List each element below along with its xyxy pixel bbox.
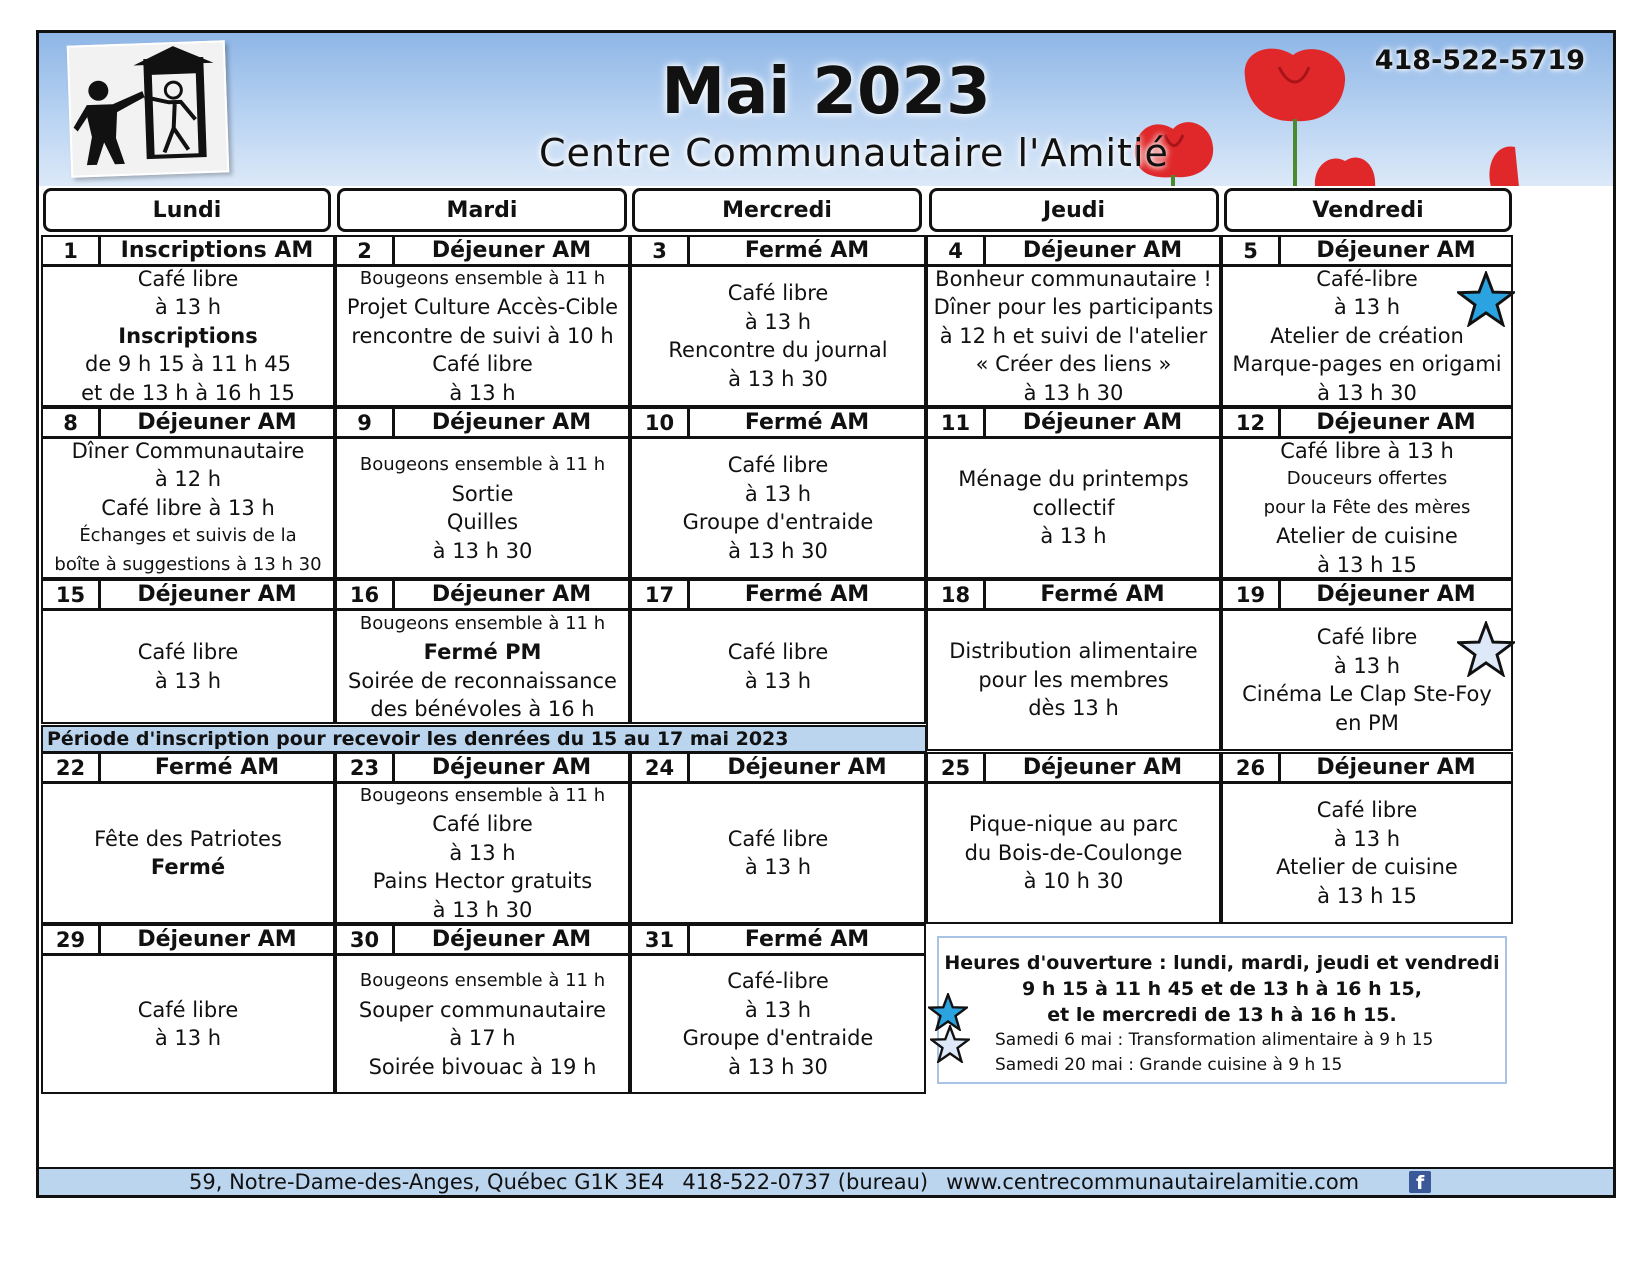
day-cell-header xyxy=(1223,581,1511,611)
activity-line: Café-libre xyxy=(1316,266,1418,291)
activity-line: Café libre xyxy=(137,266,239,291)
activity-line: Projet Culture Accès-Cible xyxy=(346,295,619,320)
morning-status: Inscriptions AM xyxy=(120,238,314,263)
opening-hours-box xyxy=(937,936,1507,1084)
registration-period-banner: Période d'inscription pour recevoir les denrées du 15 au 17 mai 2023 xyxy=(41,725,927,753)
day-activities xyxy=(43,267,333,405)
activity-line: à 10 h 30 xyxy=(1023,869,1124,894)
day-cell-16 xyxy=(335,579,630,724)
activity-line: à 13 h xyxy=(154,1026,222,1050)
opening-hours-line: 9 h 15 à 11 h 45 et de 13 h à 16 h 15, xyxy=(1022,978,1422,1000)
day-activities xyxy=(43,784,333,922)
activity-line: « Créer des liens » xyxy=(975,352,1172,377)
day-cell-30 xyxy=(335,924,630,1094)
day-number: 18 xyxy=(928,581,986,608)
footer-website-link[interactable]: www.centrecommunautairelamitie.com xyxy=(946,1170,1360,1194)
activity-line: à 13 h 15 xyxy=(1317,552,1417,577)
activity-line: Café libre xyxy=(432,812,533,837)
day-number: 17 xyxy=(632,581,690,608)
activity-line: Marque-pages en origami xyxy=(1232,352,1502,377)
activity-line: dès 13 h xyxy=(1028,696,1119,721)
activity-line: à 13 h xyxy=(1333,826,1401,851)
morning-status: Fermé AM xyxy=(744,582,870,607)
footer-address: 59, Notre-Dame-des-Anges, Québec G1K 3E4 xyxy=(189,1170,665,1194)
activity-line: rencontre de suivi à 10 h xyxy=(351,323,614,348)
day-cell-header xyxy=(43,237,333,267)
day-activities xyxy=(928,784,1219,922)
day-activities xyxy=(632,267,924,405)
activity-line: collectif xyxy=(1032,495,1115,520)
day-cell-header xyxy=(928,754,1219,784)
opening-hours-line: et le mercredi de 13 h à 16 h 15. xyxy=(1047,1004,1397,1026)
day-activities xyxy=(928,439,1219,577)
activity-line: et de 13 h à 16 h 15 xyxy=(81,380,295,405)
activity-line: Soirée de reconnaissance xyxy=(348,668,617,693)
morning-status: Fermé AM xyxy=(154,755,280,780)
activity-line: Café-libre xyxy=(727,969,829,993)
day-cell-header xyxy=(337,409,628,439)
activity-line: à 13 h 30 xyxy=(1317,380,1417,405)
day-cell-header xyxy=(632,754,924,784)
day-cell-header xyxy=(632,581,924,611)
activity-line: Soirée bivouac à 19 h xyxy=(368,1054,597,1079)
footer-contact-bar xyxy=(39,1167,1613,1195)
activity-line: Atelier de cuisine xyxy=(1276,524,1458,549)
activity-line: Pique-nique au parc xyxy=(968,812,1179,837)
activity-line: Souper communautaire xyxy=(358,997,607,1022)
activity-line: à 13 h xyxy=(154,668,222,693)
day-activities xyxy=(43,611,333,722)
activity-line: Ménage du printemps xyxy=(958,467,1189,492)
activity-line: pour les membres xyxy=(978,667,1169,692)
activity-line: Échanges et suivis de la xyxy=(79,525,297,547)
day-cell-24 xyxy=(630,752,926,924)
day-number: 12 xyxy=(1223,409,1281,436)
day-activities xyxy=(632,439,924,577)
activity-line: des bénévoles à 16 h xyxy=(370,697,595,721)
header-phone: 418-522-5719 xyxy=(1374,45,1585,76)
activity-line: Atelier de cuisine xyxy=(1276,855,1458,879)
day-cell-26 xyxy=(1221,752,1513,924)
day-activities xyxy=(337,611,628,722)
facebook-icon[interactable]: f xyxy=(1409,1171,1431,1193)
day-activities xyxy=(928,611,1219,749)
activity-line: Bougeons ensemble à 11 h xyxy=(359,784,606,806)
day-cell-18 xyxy=(926,579,1221,751)
day-cell-header xyxy=(928,237,1219,267)
day-cell-29 xyxy=(41,924,335,1094)
morning-status: Fermé AM xyxy=(1040,582,1165,607)
activity-line: Pains Hector gratuits xyxy=(372,869,593,894)
activity-line: Bougeons ensemble à 11 h xyxy=(359,267,606,289)
morning-status: Déjeuner AM xyxy=(1316,410,1476,435)
morning-status: Déjeuner AM xyxy=(727,755,887,780)
activity-line: à 13 h xyxy=(744,668,812,693)
activity-line: à 13 h xyxy=(744,997,812,1022)
activity-line: à 13 h xyxy=(449,380,516,405)
activity-line: Atelier de création xyxy=(1270,323,1464,348)
day-cell-header xyxy=(632,409,924,439)
weekday-friday: Vendredi xyxy=(1224,188,1512,232)
day-cell-header xyxy=(337,926,628,956)
activity-line: à 13 h xyxy=(744,481,812,506)
day-cell-2 xyxy=(335,235,630,407)
activity-line: Dîner Communautaire xyxy=(71,438,305,463)
activity-line: Groupe d'entraide xyxy=(682,510,874,534)
activity-line: pour la Fête des mères xyxy=(1263,496,1471,518)
activity-line: à 13 h 30 xyxy=(1023,380,1124,405)
weekday-header-row xyxy=(39,188,1613,234)
weekday-thursday: Jeudi xyxy=(929,188,1219,232)
day-number: 29 xyxy=(43,926,101,953)
morning-status: Déjeuner AM xyxy=(1316,582,1476,607)
activity-line: Café libre xyxy=(137,640,239,664)
activity-line: Bougeons ensemble à 11 h xyxy=(359,612,606,634)
day-cell-23 xyxy=(335,752,630,924)
weekday-tuesday: Mardi xyxy=(337,188,627,232)
calendar-title: Mai 2023 xyxy=(661,55,991,129)
day-cell-header xyxy=(928,581,1219,611)
day-cell-header xyxy=(337,581,628,611)
activity-line: Fermé xyxy=(150,855,226,879)
activity-line: à 13 h 30 xyxy=(432,538,533,563)
activity-line: Douceurs offertes xyxy=(1286,468,1448,490)
activity-line: à 13 h 30 xyxy=(728,366,828,391)
tulip-decoration xyxy=(1485,139,1519,186)
activity-line: à 17 h xyxy=(449,1026,516,1050)
day-cell-1 xyxy=(41,235,335,407)
activity-line: Cinéma Le Clap Ste-Foy xyxy=(1242,682,1492,706)
activity-line: Café libre xyxy=(1316,625,1418,649)
day-cell-17 xyxy=(630,579,926,724)
blue-star-icon xyxy=(1457,271,1515,327)
activity-line: à 13 h xyxy=(1333,653,1401,678)
day-number: 10 xyxy=(632,409,690,436)
morning-status: Déjeuner AM xyxy=(431,927,592,952)
activity-line: Café libre xyxy=(727,281,829,305)
day-cell-12 xyxy=(1221,407,1513,579)
activity-line: Café libre xyxy=(727,826,829,851)
day-activities xyxy=(632,611,924,722)
day-number: 15 xyxy=(43,581,101,608)
opening-hours-line: Heures d'ouverture : lundi, mardi, jeudi et vendredi xyxy=(944,952,1500,974)
activity-line: à 13 h 30 xyxy=(432,897,533,922)
day-activities xyxy=(337,956,628,1092)
morning-status: Déjeuner AM xyxy=(1316,755,1476,780)
weekday-monday: Lundi xyxy=(43,188,331,232)
morning-status: Déjeuner AM xyxy=(1022,410,1183,435)
day-activities xyxy=(337,439,628,577)
day-cell-15 xyxy=(41,579,335,724)
activity-line: Dîner pour les participants xyxy=(933,295,1214,320)
activity-line: Inscriptions xyxy=(118,323,258,348)
morning-status: Déjeuner AM xyxy=(431,582,592,607)
day-number: 1 xyxy=(43,237,101,264)
day-number: 2 xyxy=(337,237,395,264)
day-cell-10 xyxy=(630,407,926,579)
tulip-decoration xyxy=(1309,149,1379,186)
day-cell-25 xyxy=(926,752,1221,924)
day-number: 3 xyxy=(632,237,690,264)
morning-status: Déjeuner AM xyxy=(1022,238,1183,263)
activity-line: Café libre à 13 h xyxy=(101,495,275,520)
activity-line: Café libre xyxy=(432,352,533,377)
footer-office-phone: 418-522-0737 (bureau) xyxy=(682,1170,929,1194)
day-cell-header xyxy=(337,237,628,267)
activity-line: Rencontre du journal xyxy=(668,338,888,362)
activity-line: à 13 h 15 xyxy=(1317,883,1417,908)
day-cell-header xyxy=(632,237,924,267)
activity-line: à 13 h xyxy=(1040,524,1107,549)
day-activities xyxy=(337,267,628,405)
day-number: 11 xyxy=(928,409,986,436)
day-cell-3 xyxy=(630,235,926,407)
day-cell-header xyxy=(337,754,628,784)
activity-line: de 9 h 15 à 11 h 45 xyxy=(85,352,291,377)
day-activities xyxy=(1223,439,1511,577)
day-cell-header xyxy=(928,409,1219,439)
day-cell-8 xyxy=(41,407,335,579)
day-cell-11 xyxy=(926,407,1221,579)
activity-line: à 13 h xyxy=(744,309,812,334)
morning-status: Déjeuner AM xyxy=(137,927,297,952)
activity-line: à 12 h xyxy=(154,467,222,492)
day-cell-9 xyxy=(335,407,630,579)
activity-line: Café libre xyxy=(727,640,829,664)
morning-status: Déjeuner AM xyxy=(431,238,592,263)
day-activities xyxy=(43,439,333,577)
activity-line: du Bois-de-Coulonge xyxy=(964,840,1183,865)
activity-line: Café libre xyxy=(1316,798,1418,822)
day-number: 4 xyxy=(928,237,986,264)
activity-line: Bougeons ensemble à 11 h xyxy=(359,454,606,475)
activity-line: à 13 h xyxy=(449,840,516,865)
weekday-wednesday: Mercredi xyxy=(632,188,922,232)
day-number: 16 xyxy=(337,581,395,608)
day-activities xyxy=(632,784,924,922)
activity-line: Bougeons ensemble à 11 h xyxy=(359,970,606,991)
outline-star-icon xyxy=(930,1025,970,1063)
morning-status: Fermé AM xyxy=(744,238,870,263)
activity-line: Groupe d'entraide xyxy=(682,1026,874,1050)
day-number: 22 xyxy=(43,754,101,781)
day-cell-4 xyxy=(926,235,1221,407)
day-activities xyxy=(632,956,924,1092)
day-activities xyxy=(43,956,333,1092)
day-cell-header xyxy=(1223,237,1511,267)
activity-line: boîte à suggestions à 13 h 30 xyxy=(54,553,322,575)
activity-line: Café libre xyxy=(727,453,829,477)
outline-star-icon xyxy=(1457,621,1515,677)
day-cell-header xyxy=(632,926,924,956)
day-cell-header xyxy=(43,926,333,956)
day-number: 25 xyxy=(928,754,986,781)
activity-line: Bonheur communautaire ! xyxy=(935,266,1212,291)
activity-line: Sortie xyxy=(451,481,514,506)
morning-status: Déjeuner AM xyxy=(431,410,592,435)
activity-line: Café libre xyxy=(137,997,239,1022)
day-activities xyxy=(1223,784,1511,922)
calendar-frame xyxy=(36,30,1616,1198)
special-saturday-line: Samedi 6 mai : Transformation alimentaire à 9 h 15 xyxy=(995,1030,1434,1050)
activity-line: à 13 h xyxy=(744,855,812,879)
morning-status: Fermé AM xyxy=(744,410,870,435)
day-number: 31 xyxy=(632,926,690,953)
organization-name: Centre Communautaire l'Amitié xyxy=(539,131,1169,175)
activity-line: Fête des Patriotes xyxy=(94,826,282,851)
morning-status: Déjeuner AM xyxy=(1022,755,1183,780)
activity-line: à 12 h et suivi de l'atelier xyxy=(939,323,1208,348)
day-cell-header xyxy=(1223,409,1511,439)
activity-line: Quilles xyxy=(446,510,519,534)
day-activities xyxy=(337,784,628,922)
day-number: 8 xyxy=(43,409,101,436)
day-number: 30 xyxy=(337,926,395,953)
day-number: 24 xyxy=(632,754,690,781)
day-cell-header xyxy=(1223,754,1511,784)
activity-line: à 13 h 30 xyxy=(728,1054,828,1079)
morning-status: Fermé AM xyxy=(744,927,870,952)
activity-line: Distribution alimentaire xyxy=(949,639,1198,664)
morning-status: Déjeuner AM xyxy=(431,755,592,780)
activity-line: en PM xyxy=(1335,710,1399,735)
activity-line: à 13 h 30 xyxy=(728,538,828,563)
day-number: 5 xyxy=(1223,237,1281,264)
day-number: 26 xyxy=(1223,754,1281,781)
special-saturday-line: Samedi 20 mai : Grande cuisine à 9 h 15 xyxy=(995,1055,1343,1075)
day-cell-header xyxy=(43,409,333,439)
morning-status: Déjeuner AM xyxy=(1316,238,1476,263)
morning-status: Déjeuner AM xyxy=(137,582,297,607)
activity-line: Fermé PM xyxy=(423,640,542,664)
day-cell-header xyxy=(43,754,333,784)
activity-line: à 13 h xyxy=(154,295,222,320)
day-number: 23 xyxy=(337,754,395,781)
calendar-header xyxy=(39,33,1613,186)
day-activities xyxy=(928,267,1219,405)
activity-line: à 13 h xyxy=(1333,295,1401,320)
activity-line: Café libre à 13 h xyxy=(1280,438,1454,463)
day-cell-header xyxy=(43,581,333,611)
day-number: 9 xyxy=(337,409,395,436)
day-cell-31 xyxy=(630,924,926,1094)
morning-status: Déjeuner AM xyxy=(137,410,297,435)
day-number: 19 xyxy=(1223,581,1281,608)
day-cell-22 xyxy=(41,752,335,924)
